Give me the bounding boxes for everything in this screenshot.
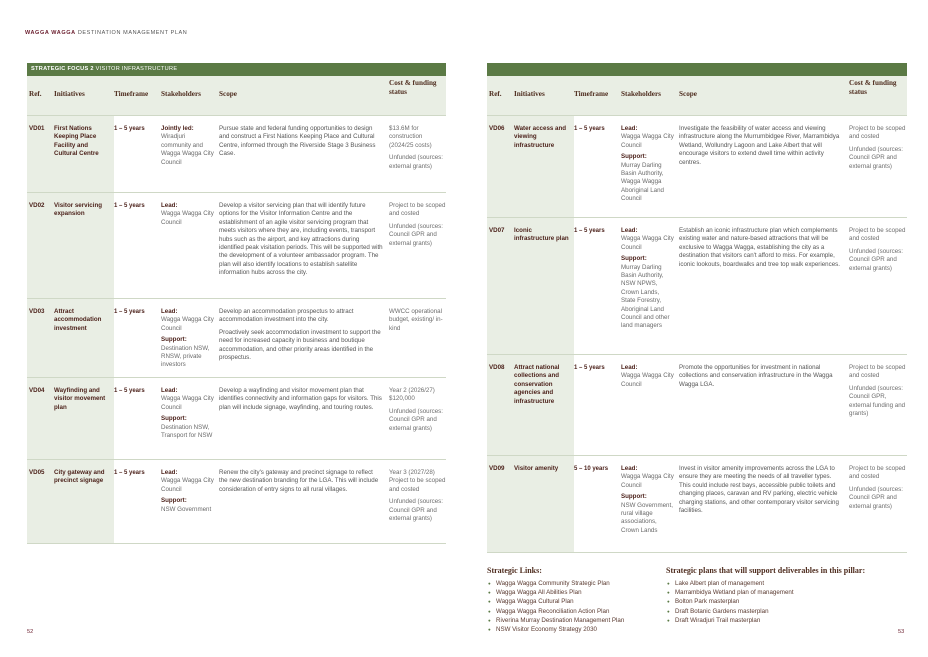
- row-stakeholders: [161, 116, 219, 192]
- stakeholder-role: Support:: [161, 415, 187, 423]
- row-cost: [389, 116, 446, 192]
- stakeholder-group: [161, 308, 215, 333]
- list-item: ● Wagga Wagga Cultural Plan: [487, 597, 624, 606]
- row-cost: [389, 378, 446, 459]
- stakeholder-role: Lead:: [621, 364, 638, 371]
- column-header-initiatives: Initiatives: [54, 90, 85, 98]
- row-scope: [679, 116, 849, 217]
- strategic-links: [487, 566, 624, 634]
- row-stakeholders: [161, 460, 219, 543]
- row-initiative: First Nations Keeping Place Facility and Cultural Centre: [54, 116, 114, 192]
- list-item: ● Wagga Wagga Community Strategic Plan: [487, 579, 624, 588]
- row-initiative: Attract accommodation investment: [54, 299, 114, 377]
- row-scope: [219, 378, 389, 459]
- stakeholder-group: [621, 125, 675, 150]
- stakeholder-role: Lead:: [161, 387, 178, 394]
- scope-paragraph: Renew the city's gateway and precinct signage to reflect the new destination branding for the LGA. This will include consideration of entry signs to all rural villages.: [219, 469, 379, 493]
- column-header-scope: Scope: [679, 90, 697, 98]
- stakeholder-group: [161, 415, 215, 440]
- row-scope: [679, 456, 849, 552]
- stakeholder-group: [161, 387, 215, 412]
- scope-paragraph: Investigate the feasibility of water access and viewing infrastructure along the Murrumbidgee River, Marrambidya Wetland, Wollundry Lagoon and Lake Albert that will encourage visitors to extend dwell time within activity centres.: [679, 125, 840, 166]
- column-header-timeframe: Timeframe: [114, 90, 149, 98]
- list-item: ● Riverina Murray Destination Management Plan: [487, 616, 624, 625]
- stakeholder-role: Support:: [161, 336, 187, 344]
- row-initiative: Visitor servicing expansion: [54, 193, 114, 298]
- row-scope: [219, 460, 389, 543]
- row-ref: VD07: [487, 218, 514, 354]
- cost-amount: Project to be scoped and costed: [849, 364, 906, 380]
- stakeholder-role: Lead:: [161, 308, 178, 315]
- funding-status: Unfunded (sources: Council GPR and external grants): [849, 485, 903, 510]
- row-scope: [219, 193, 389, 298]
- scope-paragraph: Invest in visitor amenity improvements across the LGA to ensure they are meeting the needs of all traveller types. This could include rest bays, accessible public toilets and changing places, caravan and RV parking, electric vehicle charging stations, and other contemporary visitor servicing facilities.: [679, 465, 839, 515]
- column-header-timeframe: Timeframe: [574, 90, 609, 98]
- scope-paragraph: Develop an accommodation prospectus to attract accommodation investment into the city.: [219, 308, 354, 324]
- stakeholder-group: [621, 255, 675, 331]
- stakeholder-group: [621, 153, 675, 203]
- row-stakeholders: [621, 116, 679, 217]
- strategic-plans-title: Strategic plans that will support deliverables in this pillar:: [666, 566, 866, 575]
- stakeholder-role: Support:: [621, 493, 647, 501]
- list-item: ● Draft Wiradjuri Trail masterplan: [666, 616, 865, 625]
- row-ref: VD09: [487, 456, 514, 552]
- row-scope: [679, 355, 849, 455]
- row-timeframe: 1 – 5 years: [114, 309, 145, 315]
- stakeholder-names: Murray Darling Basin Authority, Wagga Wagga Aboriginal Land Council: [621, 161, 665, 203]
- row-initiative: Visitor amenity: [514, 456, 574, 552]
- stakeholder-names: NSW Government, rural village associations, Crown Lands: [621, 501, 673, 534]
- column-header-cost: Cost & funding status: [389, 79, 437, 96]
- strategic-links-list: [487, 579, 624, 634]
- stakeholder-group: [621, 227, 675, 252]
- stakeholder-group: [161, 202, 215, 227]
- stakeholder-names: Murray Darling Basin Authority, NSW NPWS, Crown Lands, State Forestry, Aboriginal Land Council and other land managers: [621, 263, 670, 330]
- column-header-cost: Cost & funding status: [849, 79, 897, 96]
- table-row: [487, 218, 907, 355]
- row-stakeholders: [621, 355, 679, 455]
- table-row: [27, 460, 446, 544]
- row-timeframe: 1 – 5 years: [114, 126, 145, 132]
- row-ref: VD06: [487, 116, 514, 217]
- table-row: [487, 355, 907, 456]
- funding-status: Unfunded (sources: Council GPR, external funding and grants): [849, 384, 906, 418]
- stakeholder-names: Wagga Wagga City Council: [621, 372, 674, 388]
- stakeholder-names: Wagga Wagga City Council: [621, 133, 674, 149]
- row-stakeholders: [161, 378, 219, 459]
- cost-amount: Project to be scoped and costed: [849, 465, 906, 481]
- row-initiative: Attract national collections and conservation agencies and infrastructure: [514, 355, 574, 455]
- funding-status: Unfunded (sources: Council GPR and external grants): [389, 498, 443, 523]
- stakeholder-names: Wagga Wagga City Council: [161, 316, 214, 332]
- cost-amount: Project to be scoped and costed: [389, 202, 446, 218]
- row-cost: [389, 299, 446, 377]
- row-cost: [849, 355, 906, 455]
- stakeholder-role: Lead:: [621, 465, 638, 472]
- scope-paragraph: Pursue state and federal funding opportunities to design and construct a First Nations Keeping Place and Cultural Centre, informed through the Riverside Stage 3 Business Case.: [219, 125, 376, 158]
- row-ref: VD02: [27, 193, 54, 298]
- stakeholder-group: [621, 465, 675, 490]
- stakeholder-names: Wagga Wagga City Council: [621, 473, 674, 489]
- row-ref: VD05: [27, 460, 54, 543]
- stakeholder-names: Wagga Wagga City Council: [161, 477, 214, 493]
- page-number-right: 53: [898, 629, 905, 635]
- strategic-links-title: Strategic Links:: [487, 566, 542, 575]
- cost-amount: Year 2 (2026/27) $120,000: [389, 387, 435, 403]
- list-item: ● Wagga Wagga All Abilities Plan: [487, 588, 624, 597]
- list-item: ● NSW Visitor Economy Strategy 2030: [487, 625, 624, 634]
- list-item: ● Marrambidya Wetland plan of management: [666, 588, 865, 597]
- row-cost: [849, 218, 906, 354]
- cost-amount: Year 3 (2027/28) Project to be scoped and costed: [389, 469, 446, 493]
- row-cost: [849, 456, 906, 552]
- row-initiative: City gateway and precinct signage: [54, 460, 114, 543]
- column-header-stakeholders: Stakeholders: [161, 90, 201, 98]
- stakeholder-names: Wagga Wagga City Council: [161, 210, 214, 226]
- stakeholder-role: Support:: [161, 497, 187, 505]
- row-ref: VD03: [27, 299, 54, 377]
- stakeholder-role: Lead:: [621, 125, 638, 132]
- table-row: [487, 456, 907, 553]
- stakeholder-names: NSW Government: [161, 505, 212, 513]
- row-timeframe: 1 – 5 years: [574, 228, 605, 234]
- row-timeframe: 1 – 5 years: [114, 470, 145, 476]
- list-item: ● Lake Albert plan of management: [666, 579, 865, 588]
- row-timeframe: 1 – 5 years: [574, 126, 605, 132]
- stakeholder-role: Support:: [621, 153, 647, 161]
- stakeholder-role: Lead:: [621, 227, 638, 234]
- list-item: ● Bolton Park masterplan: [666, 597, 865, 606]
- list-item: ● Wagga Wagga Reconciliation Action Plan: [487, 607, 624, 616]
- column-header-stakeholders: Stakeholders: [621, 90, 661, 98]
- row-cost: [389, 193, 446, 298]
- cost-amount: $13.6M for construction (2024/25 costs): [389, 125, 432, 149]
- row-cost: [849, 116, 906, 217]
- row-timeframe: 1 – 5 years: [574, 365, 605, 371]
- strategic-plans: [666, 566, 865, 625]
- row-timeframe: 1 – 5 years: [114, 388, 145, 394]
- stakeholder-group: [161, 469, 215, 494]
- table-row: [27, 299, 446, 378]
- right-table-body: [487, 116, 907, 553]
- stakeholder-group: [161, 497, 215, 514]
- row-scope: [679, 218, 849, 354]
- document-title: DESTINATION MANAGEMENT PLAN: [77, 30, 188, 36]
- stakeholder-names: Wagga Wagga City Council: [161, 395, 214, 411]
- row-initiative: Wayfinding and visitor movement plan: [54, 378, 114, 459]
- row-ref: VD04: [27, 378, 54, 459]
- stakeholder-role: Lead:: [161, 469, 178, 476]
- cost-amount: WWCC operational budget, existing/ in-kind: [389, 308, 443, 332]
- cost-amount: Project to be scoped and costed: [849, 227, 906, 243]
- stakeholder-group: [161, 336, 215, 370]
- stakeholder-group: [161, 125, 215, 167]
- scope-paragraph: Establish an iconic infrastructure plan which complements existing water and nature-based attractions that will be exclusive to Wagga Wagga, establishing the city as a destination that visitors can't afford to miss. For example, iconic lookouts, boardwalks and tree top walk experiences.: [679, 227, 840, 268]
- table-header-continued: [487, 76, 907, 116]
- row-stakeholders: [161, 299, 219, 377]
- right-page: [487, 63, 907, 553]
- stakeholder-names: Destination NSW, RNSW, private investors: [161, 344, 210, 369]
- section-bar-title: VISITOR INFRASTRUCTURE: [95, 66, 178, 72]
- table-row: [487, 116, 907, 218]
- brand-name: WAGGA WAGGA: [25, 30, 76, 36]
- row-cost: [389, 460, 446, 543]
- stakeholder-group: [621, 493, 675, 535]
- scope-paragraph: Proactively seek accommodation investment to support the need for increased capacity in business and boutique accommodation, and other priority areas identified in the prospectus.: [219, 328, 381, 362]
- row-stakeholders: [161, 193, 219, 298]
- scope-paragraph: Develop a visitor servicing plan that will identify future options for the Visitor Information Centre and the establishment of an agile visitor servicing program that meets visitors where they are, including events, transport hubs such as the airport, and key attractions during identified peak visitation periods. This will be supported with the development of a volunteer ambassador program. The plan will also identify locations to establish satellite information hubs across the city.: [219, 202, 383, 277]
- column-header-ref: Ref.: [29, 90, 42, 98]
- stakeholder-names: Wagga Wagga City Council: [621, 235, 674, 251]
- stakeholder-names: Destination NSW, Transport for NSW: [161, 423, 213, 440]
- row-initiative: Water access and viewing infrastructure: [514, 116, 574, 217]
- funding-status: Unfunded (sources: Council GPR and external grants): [849, 247, 903, 272]
- stakeholder-role: Support:: [621, 255, 647, 263]
- strategic-plans-list: [666, 579, 865, 625]
- row-ref: VD01: [27, 116, 54, 192]
- left-table-body: [27, 116, 446, 544]
- column-header-initiatives: Initiatives: [514, 90, 545, 98]
- funding-status: Unfunded (sources: Council GPR and external grants): [389, 222, 443, 247]
- funding-status: Unfunded (sources: Council GPR and external grants): [849, 145, 903, 170]
- scope-paragraph: Promote the opportunities for investment in national collections and conservation infrastructure in the Wagga Wagga LGA.: [679, 364, 833, 388]
- row-stakeholders: [621, 456, 679, 552]
- left-page: [27, 63, 446, 544]
- funding-status: Unfunded (sources: external grants): [389, 154, 443, 170]
- scope-paragraph: Develop a wayfinding and visitor movement plan that identifies connectivity and information gaps for visitors. This plan will include signage, wayfinding, and touring routes.: [219, 387, 382, 411]
- section-bar: [27, 63, 446, 76]
- table-row: [27, 116, 446, 193]
- row-timeframe: 1 – 5 years: [114, 203, 145, 209]
- row-timeframe: 5 – 10 years: [574, 466, 609, 472]
- page-number-left: 52: [27, 629, 34, 635]
- stakeholder-names: Wiradjuri community and Wagga Wagga City Council: [161, 133, 214, 166]
- row-scope: [219, 299, 389, 377]
- stakeholder-role: Lead:: [161, 202, 178, 209]
- row-scope: [219, 116, 389, 192]
- section-bar-focus: STRATEGIC FOCUS 2: [31, 66, 94, 72]
- column-header-scope: Scope: [219, 90, 237, 98]
- section-bar-continued: [487, 63, 907, 76]
- list-item: ● Draft Botanic Gardens masterplan: [666, 607, 865, 616]
- row-initiative: Iconic infrastructure plan: [514, 218, 574, 354]
- table-row: [27, 193, 446, 299]
- funding-status: Unfunded (sources: Council GPR and external grants): [389, 407, 443, 432]
- table-header: [27, 76, 446, 116]
- row-stakeholders: [621, 218, 679, 354]
- row-ref: VD08: [487, 355, 514, 455]
- stakeholder-group: [621, 364, 675, 389]
- cost-amount: Project to be scoped and costed: [849, 125, 906, 141]
- column-header-ref: Ref.: [489, 90, 502, 98]
- stakeholder-role: Jointly led:: [161, 125, 194, 132]
- table-row: [27, 378, 446, 460]
- document-header: [25, 30, 187, 36]
